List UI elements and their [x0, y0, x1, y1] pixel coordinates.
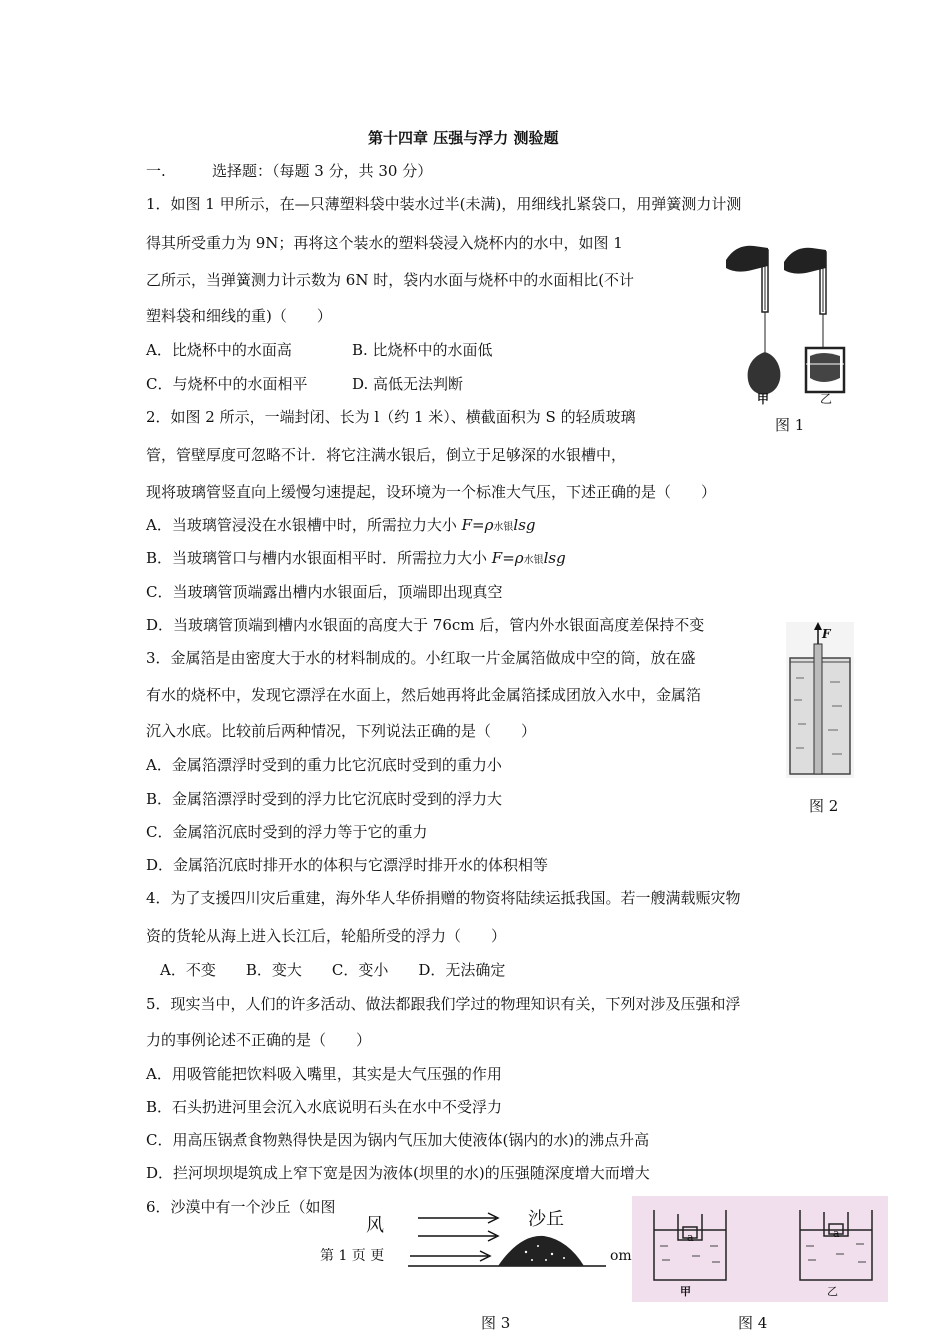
q3-line3: 沉入水底。比较前后两种情况，下列说法正确的是（ ） — [146, 722, 537, 740]
q5-option-a: A．用吸管能把饮料吸入嘴里，其实是大气压强的作用 — [146, 1065, 502, 1083]
q2-b-subscript: 水银 — [523, 555, 544, 566]
q3-option-c: C．金属箔沉底时受到的浮力等于它的重力 — [146, 823, 428, 841]
q2-a-text: A．当玻璃管浸没在水银槽中时，所需拉力大小 — [146, 516, 462, 534]
figure-1-caption: 图 1 — [775, 416, 805, 434]
figure-3-caption: 图 3 — [481, 1314, 511, 1332]
figure-4-label-right: 乙 — [827, 1285, 838, 1298]
q3-line1: 3．金属箔是由密度大于水的材料制成的。小红取一片金属箔做成中空的筒，放在盛 — [146, 649, 696, 667]
figure-4-floating-blocks — [632, 1196, 888, 1302]
figure-3-wind-label: 风 — [366, 1215, 384, 1236]
q4-options: A．不变 B．变大 C．变小 D．无法确定 — [160, 961, 506, 979]
q1-option-b: B. 比烧杯中的水面低 — [352, 341, 493, 359]
q1-line4: 塑料袋和细线的重)（ ） — [146, 307, 332, 325]
q2-b-formula: F=ρ — [491, 549, 524, 567]
q5-option-d: D．拦河坝坝堤筑成上窄下宽是因为液体(坝里的水)的压强随深度增大而增大 — [146, 1164, 650, 1182]
figure-4-block-left: a — [687, 1231, 694, 1244]
page-footer: 第 1 页 更 — [320, 1248, 385, 1264]
q4-line1: 4．为了支援四川灾后重建，海外华人华侨捐赠的物资将陆续运抵我国。若一艘满载赈灾物 — [146, 889, 741, 907]
q2-line2: 管，管壁厚度可忽略不计．将它注满水银后，倒立于足够深的水银槽中， — [146, 446, 627, 464]
q5-line1: 5．现实当中，人们的许多活动、做法都跟我们学过的物理知识有关，下列对涉及压强和浮 — [146, 995, 741, 1013]
figure-1-label-left: 甲 — [757, 392, 770, 406]
figure-2-force-label: F — [822, 627, 831, 641]
q4-line2: 资的货轮从海上进入长江后，轮船所受的浮力（ ） — [146, 927, 507, 945]
q5-option-b: B．石头扔进河里会沉入水底说明石头在水中不受浮力 — [146, 1098, 503, 1116]
q3-option-b: B．金属箔漂浮时受到的浮力比它沉底时受到的浮力大 — [146, 790, 503, 808]
q5-line2: 力的事例论述不正确的是（ ） — [146, 1031, 372, 1049]
q1-line3: 乙所示，当弹簧测力计示数为 6N 时，袋内水面与烧杯中的水面相比(不计 — [146, 271, 635, 289]
figure-3-dune-label: 沙丘 — [528, 1209, 564, 1230]
q2-b-formula-end: lsg — [543, 549, 566, 567]
section-heading: 选择题：（每题 3 分，共 30 分） — [212, 162, 433, 180]
figure-1-spring-scales — [722, 240, 862, 410]
footer-fragment: om — [610, 1248, 632, 1264]
q2-option-d: D．当玻璃管顶端到槽内水银面的高度大于 76cm 后，管内外水银面高度差保持不变 — [146, 616, 705, 634]
q1-option-c: C．与烧杯中的水面相平 — [146, 375, 308, 393]
q1-line2: 得其所受重力为 9N；再将这个装水的塑料袋浸入烧杯内的水中，如图 1 — [146, 234, 623, 252]
page-title: 第十四章 压强与浮力 测验题 — [368, 129, 559, 147]
figure-3-wind-dune — [408, 1208, 608, 1272]
figure-1-label-right: 乙 — [820, 392, 833, 406]
q2-a-subscript: 水银 — [493, 522, 514, 533]
figure-2-tube-in-beaker — [786, 622, 854, 778]
figure-2-caption: 图 2 — [809, 797, 839, 815]
section-number: 一. — [146, 162, 166, 180]
q2-line1: 2．如图 2 所示，一端封闭、长为 l（约 1 米）、横截面积为 S 的轻质玻璃 — [146, 408, 636, 426]
q3-option-a: A．金属箔漂浮时受到的重力比它沉底时受到的重力小 — [146, 756, 502, 774]
q6-line1: 6．沙漠中有一个沙丘（如图 — [146, 1198, 336, 1216]
q2-option-a — [146, 515, 536, 538]
q1-option-d: D. 高低无法判断 — [352, 375, 464, 393]
q3-line2: 有水的烧杯中，发现它漂浮在水面上，然后她再将此金属箔揉成团放入水中，金属箔 — [146, 686, 702, 704]
q1-line1: 1．如图 1 甲所示，在—只薄塑料袋中装水过半(未满)，用细线扎紧袋口，用弹簧测力计测 — [146, 195, 742, 213]
q2-line3: 现将玻璃管竖直向上缓慢匀速提起，设环境为一个标准大气压，下述正确的是（ ） — [146, 483, 717, 501]
q3-option-d: D．金属箔沉底时排开水的体积与它漂浮时排开水的体积相等 — [146, 856, 549, 874]
figure-4-block-right: a — [833, 1227, 840, 1240]
q5-option-c: C．用高压锅煮食物熟得快是因为锅内气压加大使液体(锅内的水)的沸点升高 — [146, 1131, 650, 1149]
q2-option-b — [146, 548, 566, 571]
q2-b-text: B．当玻璃管口与槽内水银面相平时．所需拉力大小 — [146, 549, 492, 567]
figure-4-caption: 图 4 — [738, 1314, 768, 1332]
q2-a-formula-end: lsg — [513, 516, 536, 534]
figure-4-label-left: 甲 — [680, 1285, 691, 1298]
q2-a-formula: F=ρ — [461, 516, 494, 534]
q2-option-c: C．当玻璃管顶端露出槽内水银面后，顶端即出现真空 — [146, 583, 503, 601]
q1-option-a: A．比烧杯中的水面高 — [146, 341, 292, 359]
